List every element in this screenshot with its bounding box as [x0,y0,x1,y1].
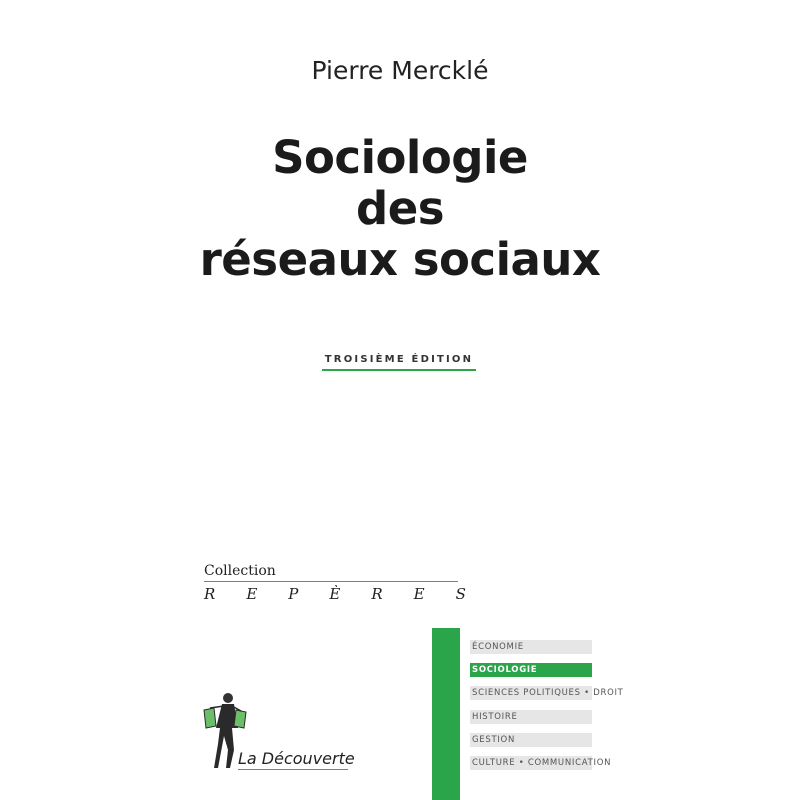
collection-label: Collection [204,563,276,579]
category-sciences-politiques: SCIENCES POLITIQUES • DROIT [472,688,624,698]
category-culture: CULTURE • COMMUNICATION [472,758,612,768]
collection-letter: E [413,585,425,603]
collection-letter: È [329,585,341,603]
collection-divider [204,581,458,582]
collection-letter: E [246,585,258,603]
collection-green-bar [432,628,460,800]
book-author: Pierre Mercklé [311,56,489,85]
edition-underline [322,369,476,371]
category-sociologie: SOCIOLOGIE [470,663,592,677]
book-title [0,132,800,285]
collection-letter: R [204,585,216,603]
publisher-name: La Découverte [238,749,355,768]
edition-label: TROISIÈME ÉDITION [324,354,474,365]
collection-letter: S [455,585,466,603]
title-line-1: Sociologie [272,131,528,184]
title-line-2: des [355,182,445,235]
collection-name [204,585,466,603]
category-gestion: GESTION [470,733,592,747]
collection-letter: P [288,585,299,603]
title-line-3: réseaux sociaux [199,233,601,286]
category-economie: ÉCONOMIE [470,640,592,654]
category-histoire: HISTOIRE [470,710,592,724]
publisher-underline [238,769,348,770]
collection-letter: R [371,585,383,603]
